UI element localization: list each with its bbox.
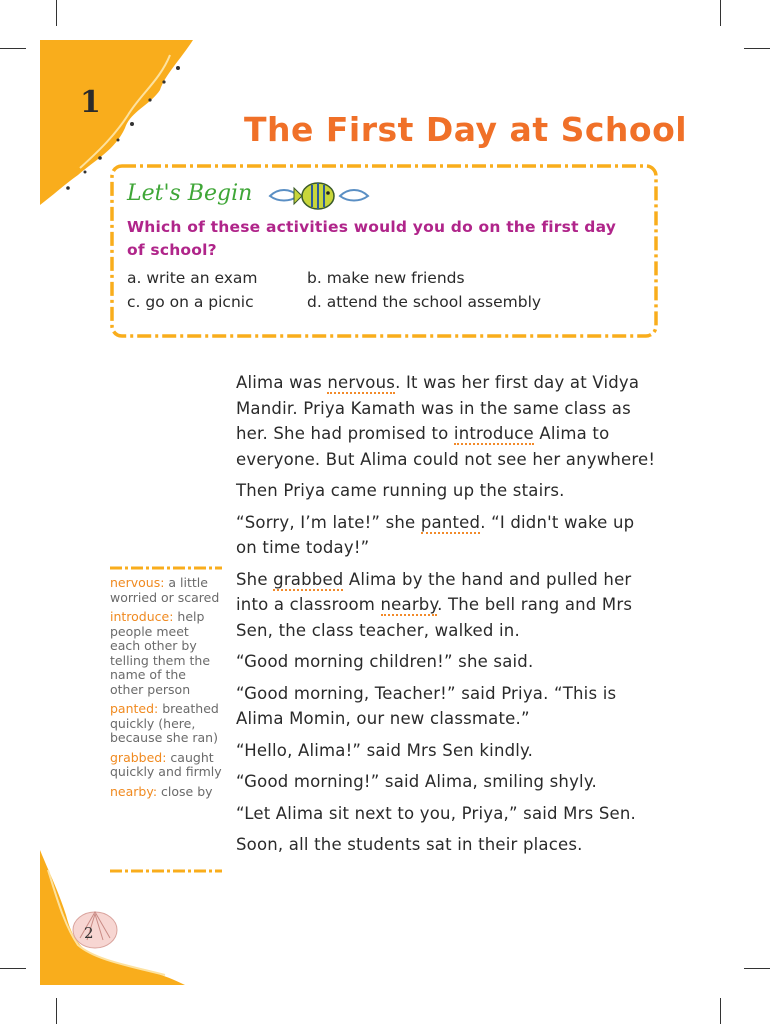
story-text-segment: . “I didn't wake up on time today!”	[236, 512, 635, 557]
story-text-segment: “Good morning children!” she said.	[236, 652, 534, 671]
page-number: 2	[84, 924, 94, 942]
vocab-word: panted	[420, 512, 481, 532]
story-paragraph	[236, 769, 656, 795]
story-paragraph	[236, 478, 656, 504]
option-d: d. attend the school assembly	[307, 293, 542, 311]
story-paragraph	[236, 832, 656, 858]
story-paragraph	[236, 738, 656, 764]
glossary-entry	[110, 576, 222, 605]
crop-mark	[744, 48, 770, 49]
vocab-word: introduce	[453, 424, 534, 443]
story-text-segment: “Good morning!” said Alima, smiling shyly.	[236, 772, 597, 791]
crop-mark	[720, 998, 721, 1024]
glossary	[110, 576, 222, 804]
story-paragraph	[236, 567, 656, 644]
glossary-definition: caught quickly and firmly	[110, 749, 222, 779]
story-text	[236, 370, 656, 864]
glossary-divider-top	[110, 566, 222, 570]
story-text-segment: Then Priya came running up the stairs.	[236, 481, 565, 500]
story-paragraph	[236, 510, 656, 561]
story-text-segment: Alima was	[236, 373, 328, 392]
glossary-term: panted:	[110, 701, 159, 716]
story-text-segment: Soon, all the students sat in their places.	[236, 835, 583, 854]
vocab-word: nearby	[380, 595, 438, 614]
glossary-term: nearby:	[110, 783, 158, 799]
story-text-segment: “Let Alima sit next to you, Priya,” said Mrs Sen.	[236, 803, 636, 823]
chapter-title: The First Day at School	[244, 110, 688, 149]
lets-begin-question: Which of these activities would you do on the first day of school?	[127, 218, 617, 259]
story-text-segment: “Sorry, I’m late!” she	[236, 512, 421, 532]
story-paragraph	[236, 681, 656, 732]
story-text-segment: “Good morning, Teacher!” said Priya. “This is Alima Momin, our new classmate.”	[236, 683, 617, 728]
glossary-entry	[110, 751, 222, 780]
glossary-definition: a little worried or scared	[110, 575, 220, 605]
glossary-term: nervous:	[110, 575, 165, 590]
lets-begin-heading: Let's Begin	[127, 181, 253, 206]
story-text-segment: “Hello, Alima!” said Mrs Sen kindly.	[236, 740, 534, 760]
glossary-definition: close by	[157, 783, 213, 799]
story-text-segment: . It was her first day at Vidya Mandir. Priya Kamath was in the same class as her. She had promised to	[236, 373, 640, 443]
glossary-entry	[110, 702, 222, 746]
story-text-segment: She	[236, 569, 274, 589]
glossary-term: introduce:	[110, 609, 174, 624]
vocab-word: nervous	[327, 373, 396, 392]
story-text-segment: Alima to everyone. But Alima could not see her anywhere!	[236, 424, 656, 469]
option-c: c. go on a picnic	[127, 293, 254, 311]
option-a: a. write an exam	[127, 269, 258, 287]
story-paragraph	[236, 801, 656, 827]
crop-mark	[720, 0, 721, 26]
vocab-word: grabbed	[273, 569, 344, 589]
glossary-divider-bottom	[110, 869, 222, 873]
option-b: b. make new friends	[307, 269, 465, 287]
glossary-entry	[110, 610, 222, 697]
glossary-term: grabbed:	[110, 749, 167, 765]
fish-icon	[268, 180, 370, 212]
chapter-number: 1	[80, 85, 101, 120]
crop-mark	[744, 968, 770, 969]
glossary-definition: help people meet each other by telling them the name of the other person	[110, 609, 211, 697]
story-paragraph	[236, 370, 656, 472]
story-paragraph	[236, 649, 656, 675]
glossary-entry	[110, 785, 222, 800]
glossary-definition: breathed quickly (here, because she ran)	[110, 701, 219, 745]
story-text-segment: Alima by the hand and pulled her into a classroom	[236, 569, 632, 614]
story-text-segment: . The bell rang and Mrs Sen, the class teacher, walked in.	[236, 595, 633, 640]
